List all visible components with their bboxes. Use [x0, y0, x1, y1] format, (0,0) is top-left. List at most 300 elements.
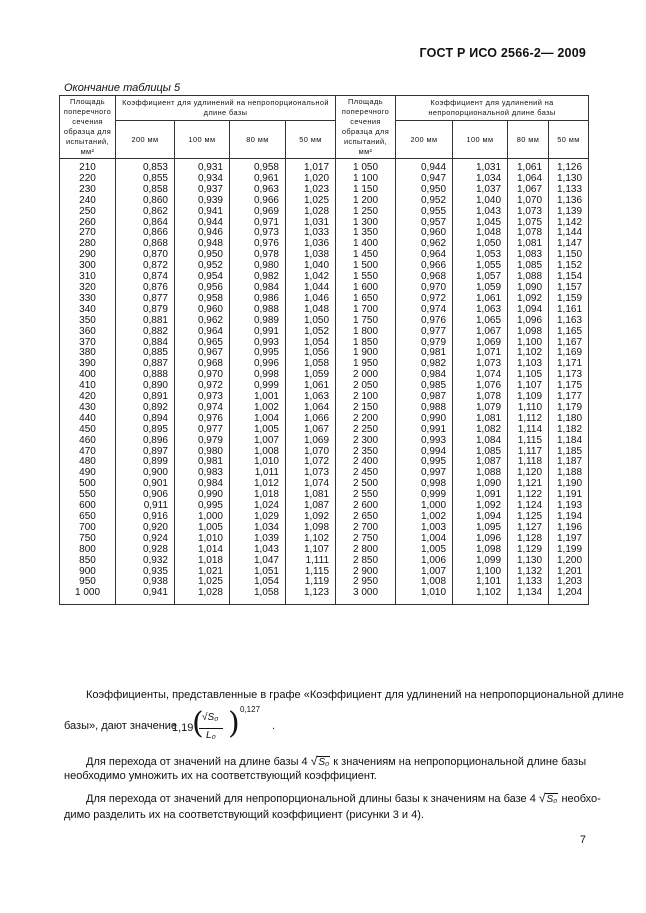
- area-cell: 3 000: [336, 588, 396, 604]
- coefficient-cell: 0,982: [230, 272, 286, 283]
- coefficient-cell: 0,963: [230, 185, 286, 196]
- coefficient-cell: 0,941: [175, 207, 230, 218]
- coefficient-cell: 0,900: [116, 468, 175, 479]
- paragraph-2-text-b: к значениям на непропорциональной длине базы: [333, 756, 587, 768]
- paragraph-3-line-1: [86, 790, 601, 807]
- coefficient-cell: 1,007: [230, 436, 286, 447]
- coefficient-cell: 0,895: [116, 425, 175, 436]
- coefficient-cell: 0,954: [175, 272, 230, 283]
- coefficient-cell: 0,983: [175, 468, 230, 479]
- coefficient-cell: 1,105: [508, 370, 549, 381]
- area-cell: 1 450: [336, 250, 396, 261]
- table-row: [60, 159, 589, 174]
- sqrt-icon: √: [538, 791, 546, 805]
- area-cell: 210: [60, 159, 116, 174]
- coefficient-cell: 0,994: [396, 447, 453, 458]
- coefficient-cell: 0,974: [396, 305, 453, 316]
- area-cell: 1 950: [336, 359, 396, 370]
- coefficient-cell: 0,860: [116, 196, 175, 207]
- area-cell: 2 250: [336, 425, 396, 436]
- coefficient-cell: 0,979: [175, 436, 230, 447]
- coefficient-cell: 0,973: [230, 228, 286, 239]
- area-cell: 370: [60, 338, 116, 349]
- coefficient-cell: 0,980: [230, 261, 286, 272]
- coefficient-cell: 1,043: [230, 545, 286, 556]
- area-cell: 440: [60, 414, 116, 425]
- table-row: [60, 316, 589, 327]
- coefficient-cell: 0,967: [175, 348, 230, 359]
- coefficient-cell: 1,025: [286, 196, 336, 207]
- coefficient-cell: 1,074: [453, 370, 508, 381]
- document-header: ГОСТ Р ИСО 2566-2— 2009: [419, 46, 586, 60]
- coefficient-cell: 1,092: [508, 294, 549, 305]
- coefficient-cell: 0,976: [175, 414, 230, 425]
- coefficient-cell: 1,006: [396, 556, 453, 567]
- coefficient-cell: 1,142: [549, 218, 589, 229]
- coefficient-cell: 1,014: [175, 545, 230, 556]
- coefficient-cell: 0,970: [396, 283, 453, 294]
- area-cell: 1 900: [336, 348, 396, 359]
- coefficient-cell: 1,112: [508, 414, 549, 425]
- coefficient-cell: 0,995: [175, 501, 230, 512]
- area-cell: 650: [60, 512, 116, 523]
- coefficient-cell: 0,957: [396, 218, 453, 229]
- coefficient-cell: 1,187: [549, 457, 589, 468]
- coefficient-cell: 1,101: [453, 577, 508, 588]
- formula-exponent: 0,127: [240, 705, 261, 714]
- coefficient-cell: 1,180: [549, 414, 589, 425]
- coefficient-cell: 1,163: [549, 316, 589, 327]
- area-cell: 2 550: [336, 490, 396, 501]
- coefficient-cell: 1,054: [230, 577, 286, 588]
- coefficient-cell: 1,096: [508, 316, 549, 327]
- coefficient-cell: 1,067: [508, 185, 549, 196]
- coefficient-cell: 0,987: [396, 392, 453, 403]
- coefficient-cell: 0,998: [396, 479, 453, 490]
- coefficient-cell: 0,986: [230, 294, 286, 305]
- coefficient-cell: 0,999: [230, 381, 286, 392]
- coefficient-cell: 0,960: [396, 228, 453, 239]
- coefficient-cell: 0,924: [116, 534, 175, 545]
- coefficient-cell: 1,058: [230, 588, 286, 604]
- coefficient-cell: 0,938: [116, 577, 175, 588]
- coefficient-cell: 1,018: [175, 556, 230, 567]
- header-200mm: 200 мм: [396, 121, 453, 159]
- coefficient-cell: 1,091: [453, 490, 508, 501]
- coefficient-cell: 0,988: [230, 305, 286, 316]
- coefficient-cell: 0,989: [230, 316, 286, 327]
- area-cell: 600: [60, 501, 116, 512]
- coefficient-cell: 0,974: [175, 403, 230, 414]
- coefficient-cell: 0,891: [116, 392, 175, 403]
- coefficient-cell: 0,885: [116, 348, 175, 359]
- coefficient-cell: 1,076: [453, 381, 508, 392]
- coefficient-cell: 0,874: [116, 272, 175, 283]
- coefficient-cell: 1,114: [508, 425, 549, 436]
- coefficient-cell: 1,130: [549, 174, 589, 185]
- area-cell: 470: [60, 447, 116, 458]
- area-cell: 260: [60, 218, 116, 229]
- area-cell: 310: [60, 272, 116, 283]
- coefficient-cell: 1,169: [549, 348, 589, 359]
- coefficient-cell: 1,201: [549, 567, 589, 578]
- coefficient-cell: 0,993: [230, 338, 286, 349]
- coefficient-cell: 1,120: [508, 468, 549, 479]
- coefficient-cell: 0,947: [396, 174, 453, 185]
- coefficient-cell: 0,870: [116, 250, 175, 261]
- paragraph-2-line-2: необходимо умножить их на соответствующий коэффициент.: [64, 770, 377, 782]
- coefficient-cell: 0,969: [230, 207, 286, 218]
- coefficient-cell: 0,984: [396, 370, 453, 381]
- area-cell: 1 400: [336, 239, 396, 250]
- coefficient-cell: 1,133: [549, 185, 589, 196]
- coefficient-cell: 1,177: [549, 392, 589, 403]
- coefficient-cell: 1,031: [286, 218, 336, 229]
- coefficient-cell: 1,042: [286, 272, 336, 283]
- coefficient-cell: 1,184: [549, 436, 589, 447]
- coefficient-cell: 1,081: [508, 239, 549, 250]
- coefficient-cell: 0,911: [116, 501, 175, 512]
- header-area-left: Площадь поперечного сечения образца для испытаний, мм²: [60, 96, 116, 159]
- coefficient-cell: 1,023: [286, 185, 336, 196]
- coefficient-cell: 1,066: [286, 414, 336, 425]
- coefficient-cell: 1,058: [286, 359, 336, 370]
- coefficient-cell: 0,988: [396, 403, 453, 414]
- coefficient-cell: 1,087: [453, 457, 508, 468]
- coefficient-cell: 1,124: [508, 501, 549, 512]
- area-cell: 850: [60, 556, 116, 567]
- table-row: [60, 436, 589, 447]
- coefficient-cell: 0,977: [396, 327, 453, 338]
- coefficient-cell: 1,050: [453, 239, 508, 250]
- coefficient-cell: 1,125: [508, 512, 549, 523]
- coefficient-cell: 1,167: [549, 338, 589, 349]
- coefficient-cell: 1,092: [453, 501, 508, 512]
- coefficient-cell: 1,070: [286, 447, 336, 458]
- coefficient-cell: 1,081: [453, 414, 508, 425]
- coefficient-cell: 0,928: [116, 545, 175, 556]
- coefficient-cell: 0,962: [396, 239, 453, 250]
- area-cell: 1 750: [336, 316, 396, 327]
- area-cell: 1 350: [336, 228, 396, 239]
- coefficient-cell: 0,855: [116, 174, 175, 185]
- area-cell: 420: [60, 392, 116, 403]
- area-cell: 1 700: [336, 305, 396, 316]
- coefficient-cell: 1,067: [453, 327, 508, 338]
- coefficient-cell: 0,862: [116, 207, 175, 218]
- coefficient-cell: 1,130: [508, 556, 549, 567]
- coefficient-cell: 1,005: [230, 425, 286, 436]
- area-cell: 220: [60, 174, 116, 185]
- coefficient-cell: 1,078: [508, 228, 549, 239]
- s0-symbol: S₀: [546, 794, 558, 805]
- area-cell: 330: [60, 294, 116, 305]
- coefficient-cell: 1,119: [286, 577, 336, 588]
- coefficient-cell: 1,095: [453, 523, 508, 534]
- coefficient-cell: 1,115: [508, 436, 549, 447]
- area-cell: 2 000: [336, 370, 396, 381]
- coefficient-cell: 0,990: [175, 490, 230, 501]
- coefficient-cell: 1,175: [549, 381, 589, 392]
- coefficient-cell: 0,941: [116, 588, 175, 604]
- area-cell: 500: [60, 479, 116, 490]
- coefficient-cell: 1,136: [549, 196, 589, 207]
- coefficient-cell: 1,072: [286, 457, 336, 468]
- coefficient-cell: 1,199: [549, 545, 589, 556]
- header-coefficient-left: Коэффициент для удлинений на непропорциональной длине базы: [116, 96, 336, 121]
- coefficient-cell: 0,899: [116, 457, 175, 468]
- coefficient-cell: 1,004: [396, 534, 453, 545]
- coefficient-cell: 0,901: [116, 479, 175, 490]
- area-cell: 950: [60, 577, 116, 588]
- coefficient-cell: 0,944: [396, 159, 453, 174]
- coefficient-cell: 1,064: [286, 403, 336, 414]
- coefficient-cell: 1,051: [230, 567, 286, 578]
- coefficient-cell: 1,078: [453, 392, 508, 403]
- coefficient-cell: 1,044: [286, 283, 336, 294]
- paragraph-3-text-b: необхо-: [561, 793, 601, 805]
- page-number: 7: [579, 834, 586, 846]
- coefficient-cell: 1,065: [453, 316, 508, 327]
- table-body: [60, 159, 589, 605]
- coefficient-cell: 1,040: [286, 261, 336, 272]
- coefficient-cell: 1,031: [453, 159, 508, 174]
- area-cell: 410: [60, 381, 116, 392]
- coefficient-cell: 0,892: [116, 403, 175, 414]
- coefficient-cell: 1,059: [286, 370, 336, 381]
- coefficient-cell: 1,054: [286, 338, 336, 349]
- coefficient-cell: 1,046: [286, 294, 336, 305]
- coefficient-cell: 1,179: [549, 403, 589, 414]
- area-cell: 750: [60, 534, 116, 545]
- area-cell: 2 150: [336, 403, 396, 414]
- header-80mm: 80 мм: [508, 121, 549, 159]
- area-cell: 350: [60, 316, 116, 327]
- coefficient-cell: 0,961: [230, 174, 286, 185]
- area-cell: 230: [60, 185, 116, 196]
- area-cell: 280: [60, 239, 116, 250]
- area-cell: 700: [60, 523, 116, 534]
- fraction-bar: [199, 728, 223, 729]
- coefficient-cell: 0,996: [230, 359, 286, 370]
- area-cell: 450: [60, 425, 116, 436]
- coefficient-cell: 0,970: [175, 370, 230, 381]
- area-cell: 2 750: [336, 534, 396, 545]
- coefficient-cell: 1,050: [286, 316, 336, 327]
- coefficient-cell: 0,980: [175, 447, 230, 458]
- coefficient-cell: 1,073: [286, 468, 336, 479]
- coefficient-cell: 1,074: [286, 479, 336, 490]
- coefficient-cell: 0,991: [230, 327, 286, 338]
- coefficient-cell: 1,028: [175, 588, 230, 604]
- coefficient-cell: 1,034: [230, 523, 286, 534]
- coefficient-cell: 1,008: [230, 447, 286, 458]
- coefficient-cell: 1,100: [508, 338, 549, 349]
- coefficient-cell: 1,000: [396, 501, 453, 512]
- coefficient-cell: 1,123: [286, 588, 336, 604]
- coefficient-cell: 1,150: [549, 250, 589, 261]
- area-cell: 1 100: [336, 174, 396, 185]
- paragraph-1-line-1: Коэффициенты, представленные в графе «Коэффициент для удлинений на непропорциональной длине: [86, 689, 624, 701]
- close-paren-icon: ): [228, 706, 240, 741]
- coefficient-cell: 1,196: [549, 523, 589, 534]
- coefficient-cell: 0,978: [230, 250, 286, 261]
- header-50mm: 50 мм: [549, 121, 589, 159]
- formula-denominator: L₀: [206, 730, 216, 741]
- formula-period: .: [272, 720, 276, 732]
- coefficient-cell: 0,906: [116, 490, 175, 501]
- coefficient-cell: 1,204: [549, 588, 589, 604]
- formula: [172, 705, 262, 744]
- table-row: [60, 327, 589, 338]
- coefficient-cell: 1,173: [549, 370, 589, 381]
- coefficient-cell: 0,916: [116, 512, 175, 523]
- coefficient-cell: 1,144: [549, 228, 589, 239]
- coefficient-cell: 0,968: [396, 272, 453, 283]
- coefficient-cell: 1,063: [453, 305, 508, 316]
- coefficient-cell: 1,090: [453, 479, 508, 490]
- area-cell: 2 700: [336, 523, 396, 534]
- coefficient-cell: 0,950: [175, 250, 230, 261]
- coefficient-cell: 1,132: [508, 567, 549, 578]
- area-cell: 1 250: [336, 207, 396, 218]
- area-cell: 360: [60, 327, 116, 338]
- coefficient-cell: 1,053: [453, 250, 508, 261]
- coefficient-cell: 0,872: [116, 261, 175, 272]
- coefficient-cell: 1,067: [286, 425, 336, 436]
- coefficient-cell: 0,965: [175, 338, 230, 349]
- coefficient-cell: 1,111: [286, 556, 336, 567]
- coefficient-cell: 0,985: [396, 381, 453, 392]
- area-cell: 380: [60, 348, 116, 359]
- coefficient-cell: 1,057: [453, 272, 508, 283]
- coefficient-cell: 1,099: [453, 556, 508, 567]
- coefficient-cell: 1,081: [286, 490, 336, 501]
- coefficient-cell: 1,001: [230, 392, 286, 403]
- area-cell: 2 300: [336, 436, 396, 447]
- coefficient-cell: 1,061: [453, 294, 508, 305]
- coefficient-cell: 1,102: [453, 588, 508, 604]
- coefficient-cell: 1,040: [453, 196, 508, 207]
- coefficient-cell: 1,126: [549, 159, 589, 174]
- coefficient-cell: 1,194: [549, 512, 589, 523]
- area-cell: 490: [60, 468, 116, 479]
- coefficient-cell: 1,033: [286, 228, 336, 239]
- coefficient-cell: 0,976: [396, 316, 453, 327]
- coefficient-cell: 1,007: [396, 567, 453, 578]
- coefficient-cell: 0,937: [175, 185, 230, 196]
- coefficient-cell: 1,085: [508, 261, 549, 272]
- area-cell: 1 600: [336, 283, 396, 294]
- coefficient-cell: 1,161: [549, 305, 589, 316]
- coefficient-cell: 1,171: [549, 359, 589, 370]
- coefficient-cell: 1,012: [230, 479, 286, 490]
- area-cell: 300: [60, 261, 116, 272]
- table-row: [60, 588, 589, 604]
- coefficient-cell: 1,088: [508, 272, 549, 283]
- area-cell: 2 200: [336, 414, 396, 425]
- coefficient-cell: 1,165: [549, 327, 589, 338]
- coefficient-cell: 1,084: [453, 436, 508, 447]
- coefficient-cell: 1,037: [453, 185, 508, 196]
- area-cell: 1 500: [336, 261, 396, 272]
- coefficient-cell: 1,193: [549, 501, 589, 512]
- coefficient-cell: 1,020: [286, 174, 336, 185]
- coefficient-cell: 1,025: [175, 577, 230, 588]
- coefficient-cell: 0,868: [116, 239, 175, 250]
- coefficient-cell: 0,958: [175, 294, 230, 305]
- coefficient-cell: 1,000: [175, 512, 230, 523]
- area-cell: 2 800: [336, 545, 396, 556]
- coefficient-cell: 1,127: [508, 523, 549, 534]
- coefficient-cell: 0,955: [396, 207, 453, 218]
- area-cell: 1 850: [336, 338, 396, 349]
- coefficient-cell: 1,079: [453, 403, 508, 414]
- area-cell: 2 950: [336, 577, 396, 588]
- coefficient-cell: 1,059: [453, 283, 508, 294]
- area-cell: 290: [60, 250, 116, 261]
- table-caption: Окончание таблицы 5: [64, 82, 181, 94]
- coefficient-cell: 1,090: [508, 283, 549, 294]
- s0-symbol: S₀: [318, 757, 330, 768]
- coefficient-cell: 0,896: [116, 436, 175, 447]
- coefficient-cell: 0,858: [116, 185, 175, 196]
- coefficient-cell: 1,048: [453, 228, 508, 239]
- formula-coefficient: 1,19: [172, 722, 194, 734]
- area-cell: 320: [60, 283, 116, 294]
- coefficient-cell: 1,122: [508, 490, 549, 501]
- coefficient-cell: 1,024: [230, 501, 286, 512]
- formula-numerator: √S₀: [202, 712, 219, 723]
- area-cell: 2 650: [336, 512, 396, 523]
- area-cell: 1 200: [336, 196, 396, 207]
- coefficient-cell: 1,010: [396, 588, 453, 604]
- coefficient-cell: 0,993: [396, 436, 453, 447]
- table-row: [60, 545, 589, 556]
- table-row: [60, 556, 589, 567]
- coefficient-cell: 1,063: [286, 392, 336, 403]
- area-cell: 400: [60, 370, 116, 381]
- coefficient-cell: 0,966: [230, 196, 286, 207]
- coefficient-cell: 1,069: [286, 436, 336, 447]
- coefficient-cell: 0,991: [396, 425, 453, 436]
- coefficient-cell: 0,964: [396, 250, 453, 261]
- coefficient-cell: 1,159: [549, 294, 589, 305]
- area-cell: 2 350: [336, 447, 396, 458]
- coefficient-cell: 0,864: [116, 218, 175, 229]
- coefficient-cell: 0,971: [230, 218, 286, 229]
- coefficient-cell: 1,115: [286, 567, 336, 578]
- area-cell: 430: [60, 403, 116, 414]
- area-cell: 390: [60, 359, 116, 370]
- coefficient-cell: 1,087: [286, 501, 336, 512]
- coefficient-cell: 1,182: [549, 425, 589, 436]
- coefficient-cell: 0,990: [396, 414, 453, 425]
- coefficient-cell: 0,887: [116, 359, 175, 370]
- area-cell: 1 800: [336, 327, 396, 338]
- coefficient-cell: 1,055: [453, 261, 508, 272]
- coefficient-cell: 1,147: [549, 239, 589, 250]
- coefficient-cell: 0,960: [175, 305, 230, 316]
- coefficient-cell: 0,956: [175, 283, 230, 294]
- coefficient-cell: 0,948: [175, 239, 230, 250]
- coefficient-cell: 1,197: [549, 534, 589, 545]
- coefficient-cell: 1,200: [549, 556, 589, 567]
- area-cell: 1 550: [336, 272, 396, 283]
- area-cell: 2 450: [336, 468, 396, 479]
- coefficient-cell: 1,036: [286, 239, 336, 250]
- coefficient-cell: 0,984: [175, 479, 230, 490]
